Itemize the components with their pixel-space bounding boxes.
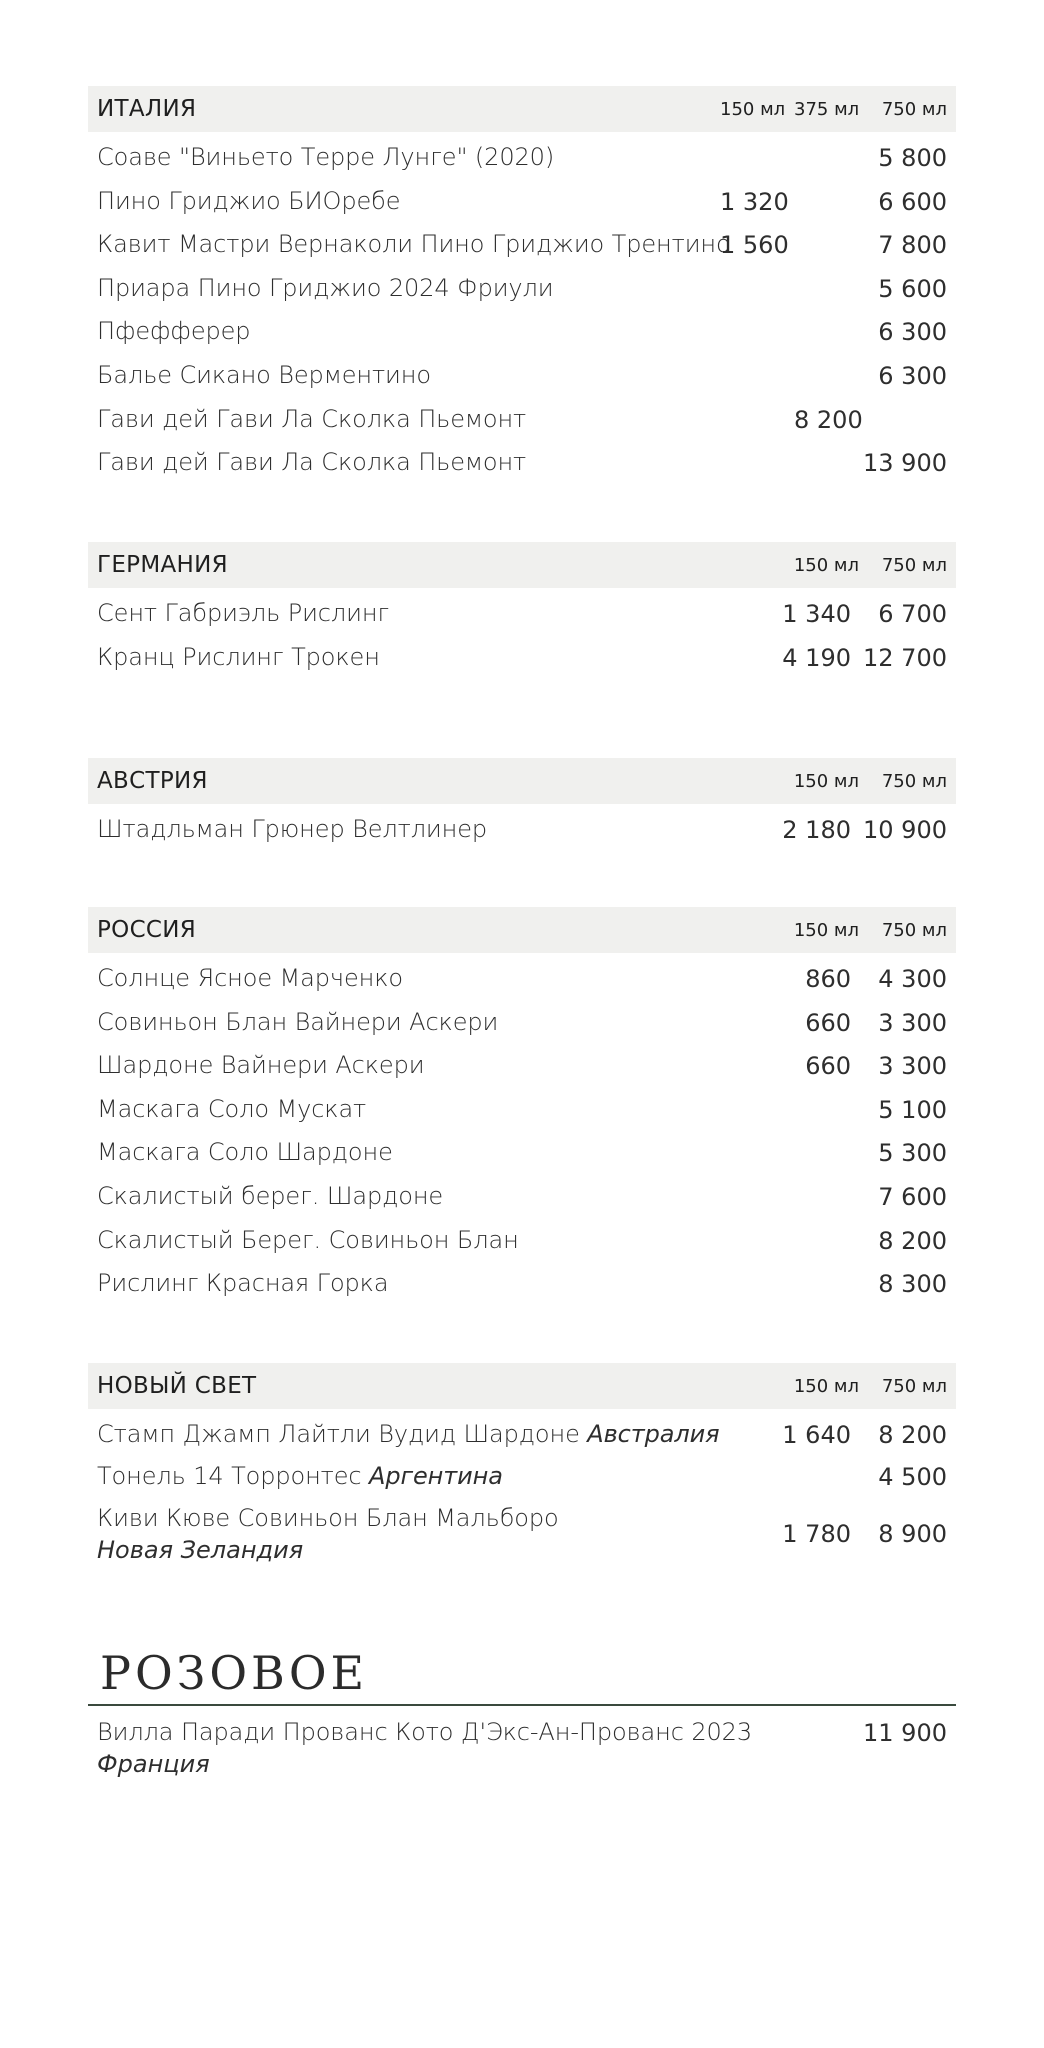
section-italy bbox=[88, 86, 956, 484]
wine-name: Пино Гриджио БИОребе bbox=[97, 186, 401, 215]
price-750: 6 700 bbox=[878, 600, 947, 628]
price-150: 1 780 bbox=[782, 1520, 851, 1548]
list-item bbox=[88, 591, 956, 635]
col-header-750: 750 мл bbox=[881, 770, 947, 792]
section-header bbox=[88, 1363, 956, 1409]
col-header-150: 150 мл bbox=[793, 1375, 859, 1397]
col-header-750: 750 мл bbox=[881, 554, 947, 576]
wine-name: Солнце Ясное Марченко bbox=[97, 964, 403, 992]
price-750: 11 900 bbox=[863, 1719, 947, 1747]
list-item bbox=[88, 1043, 956, 1087]
wine-name: Приара Пино Гриджио 2024 Фриули bbox=[97, 273, 554, 302]
price-150: 2 180 bbox=[782, 816, 851, 844]
list-item bbox=[88, 956, 956, 1000]
col-header-150: 150 мл bbox=[793, 770, 859, 792]
price-750: 6 300 bbox=[878, 361, 947, 390]
list-item bbox=[88, 635, 956, 679]
price-150: 1 320 bbox=[720, 187, 789, 216]
col-header-150: 150 мл bbox=[720, 98, 786, 120]
wine-name: Шардоне Вайнери Аскери bbox=[97, 1051, 425, 1080]
list-item bbox=[88, 1174, 956, 1218]
price-750: 6 300 bbox=[878, 318, 947, 347]
wine-name: Кранц Рислинг Трокен bbox=[97, 642, 380, 671]
price-750: 3 300 bbox=[878, 1008, 947, 1037]
price-750: 8 200 bbox=[878, 1421, 947, 1449]
list-item bbox=[88, 1130, 956, 1174]
price-750: 5 600 bbox=[878, 274, 947, 303]
section-new-world bbox=[88, 1363, 956, 1568]
wine-name: Совиньон Блан Вайнери Аскери bbox=[97, 1007, 499, 1036]
section-title: ИТАЛИЯ bbox=[97, 96, 197, 122]
section-header bbox=[88, 86, 956, 132]
wine-name: Маскага Соло Мускат bbox=[97, 1094, 367, 1123]
price-150: 1 560 bbox=[720, 231, 789, 260]
section-title: ГЕРМАНИЯ bbox=[97, 552, 228, 578]
section-divider bbox=[88, 1704, 956, 1706]
col-header-375: 375 мл bbox=[794, 98, 860, 120]
list-item bbox=[88, 807, 956, 851]
wine-name: Скалистый берег. Шардоне bbox=[97, 1181, 444, 1210]
section-germany bbox=[88, 542, 956, 678]
section-title: РОССИЯ bbox=[97, 917, 197, 943]
price-750: 4 500 bbox=[878, 1463, 947, 1491]
price-150: 660 bbox=[805, 1052, 851, 1081]
list-item bbox=[88, 266, 956, 310]
price-750: 13 900 bbox=[863, 449, 947, 478]
wine-name: Вилла Паради Прованс Кото Д'Экс-Ан-Прованс 2023 bbox=[97, 1718, 753, 1746]
price-750: 5 300 bbox=[878, 1139, 947, 1168]
price-750: 10 900 bbox=[863, 816, 947, 844]
price-750: 8 900 bbox=[878, 1520, 947, 1548]
wine-region: Австралия bbox=[587, 1420, 720, 1448]
list-item bbox=[88, 397, 956, 441]
price-750: 7 800 bbox=[878, 231, 947, 260]
list-item bbox=[88, 1496, 956, 1568]
section-title: АВСТРИЯ bbox=[97, 768, 208, 794]
wine-name: Киви Кюве Совиньон Блан Мальборо bbox=[97, 1504, 559, 1532]
col-header-750: 750 мл bbox=[881, 1375, 947, 1397]
list-item bbox=[88, 1412, 956, 1454]
price-150: 1 640 bbox=[782, 1421, 851, 1449]
list-item bbox=[88, 309, 956, 353]
section-russia bbox=[88, 907, 956, 1305]
wine-region: Аргентина bbox=[369, 1462, 503, 1490]
price-750: 12 700 bbox=[863, 643, 947, 672]
section-header bbox=[88, 907, 956, 953]
price-150: 660 bbox=[805, 1008, 851, 1037]
list-item bbox=[88, 1218, 956, 1262]
wine-name: Гави дей Гави Ла Сколка Пьемонт bbox=[97, 448, 527, 477]
wine-name: Маскага Соло Шардоне bbox=[97, 1138, 393, 1167]
wine-region: Новая Зеландия bbox=[97, 1536, 304, 1564]
price-150: 4 190 bbox=[782, 643, 851, 672]
list-item bbox=[88, 1087, 956, 1131]
list-item bbox=[88, 1454, 956, 1496]
price-150: 1 340 bbox=[782, 600, 851, 628]
section-title: НОВЫЙ СВЕТ bbox=[97, 1373, 257, 1399]
price-750: 3 300 bbox=[878, 1052, 947, 1081]
list-item bbox=[88, 440, 956, 484]
wine-region: Франция bbox=[97, 1750, 210, 1778]
price-750: 8 300 bbox=[878, 1270, 947, 1299]
section-header bbox=[88, 542, 956, 588]
wine-name: Гави дей Гави Ла Сколка Пьемонт bbox=[97, 404, 527, 433]
price-375: 8 200 bbox=[794, 405, 863, 434]
wine-name: Балье Сикано Верментино bbox=[97, 360, 431, 389]
section-header bbox=[88, 758, 956, 804]
list-item bbox=[88, 135, 956, 179]
wine-name: Тонель 14 Торронтес Аргентина bbox=[97, 1462, 503, 1490]
list-item bbox=[88, 179, 956, 223]
wine-name: Скалистый Берег. Совиньон Блан bbox=[97, 1225, 519, 1254]
price-750: 5 100 bbox=[878, 1095, 947, 1124]
section-title: РОЗОВОЕ bbox=[100, 1646, 369, 1700]
wine-name: Сент Габриэль Рислинг bbox=[97, 599, 390, 627]
section-austria bbox=[88, 758, 956, 851]
col-header-750: 750 мл bbox=[881, 919, 947, 941]
wine-name: Пфефферер bbox=[97, 317, 251, 346]
col-header-750: 750 мл bbox=[881, 98, 947, 120]
list-item bbox=[88, 1261, 956, 1305]
price-750: 5 800 bbox=[878, 144, 947, 172]
list-item bbox=[88, 1710, 956, 1782]
price-150: 860 bbox=[805, 965, 851, 993]
list-item bbox=[88, 353, 956, 397]
list-item bbox=[88, 1000, 956, 1044]
wine-name: Штадльман Грюнер Велтлинер bbox=[97, 815, 488, 843]
price-750: 8 200 bbox=[878, 1226, 947, 1255]
wine-name: Кавит Мастри Вернаколи Пино Гриджио Трентино bbox=[97, 230, 731, 259]
list-item bbox=[88, 222, 956, 266]
wine-name: Соаве "Виньето Терре Лунге" (2020) bbox=[97, 143, 555, 171]
price-750: 7 600 bbox=[878, 1182, 947, 1211]
col-header-150: 150 мл bbox=[793, 554, 859, 576]
price-750: 6 600 bbox=[878, 187, 947, 216]
price-750: 4 300 bbox=[878, 965, 947, 993]
wine-name: Стамп Джамп Лайтли Вудид Шардоне Австралия bbox=[97, 1420, 720, 1448]
col-header-150: 150 мл bbox=[793, 919, 859, 941]
wine-name: Рислинг Красная Горка bbox=[97, 1269, 389, 1298]
